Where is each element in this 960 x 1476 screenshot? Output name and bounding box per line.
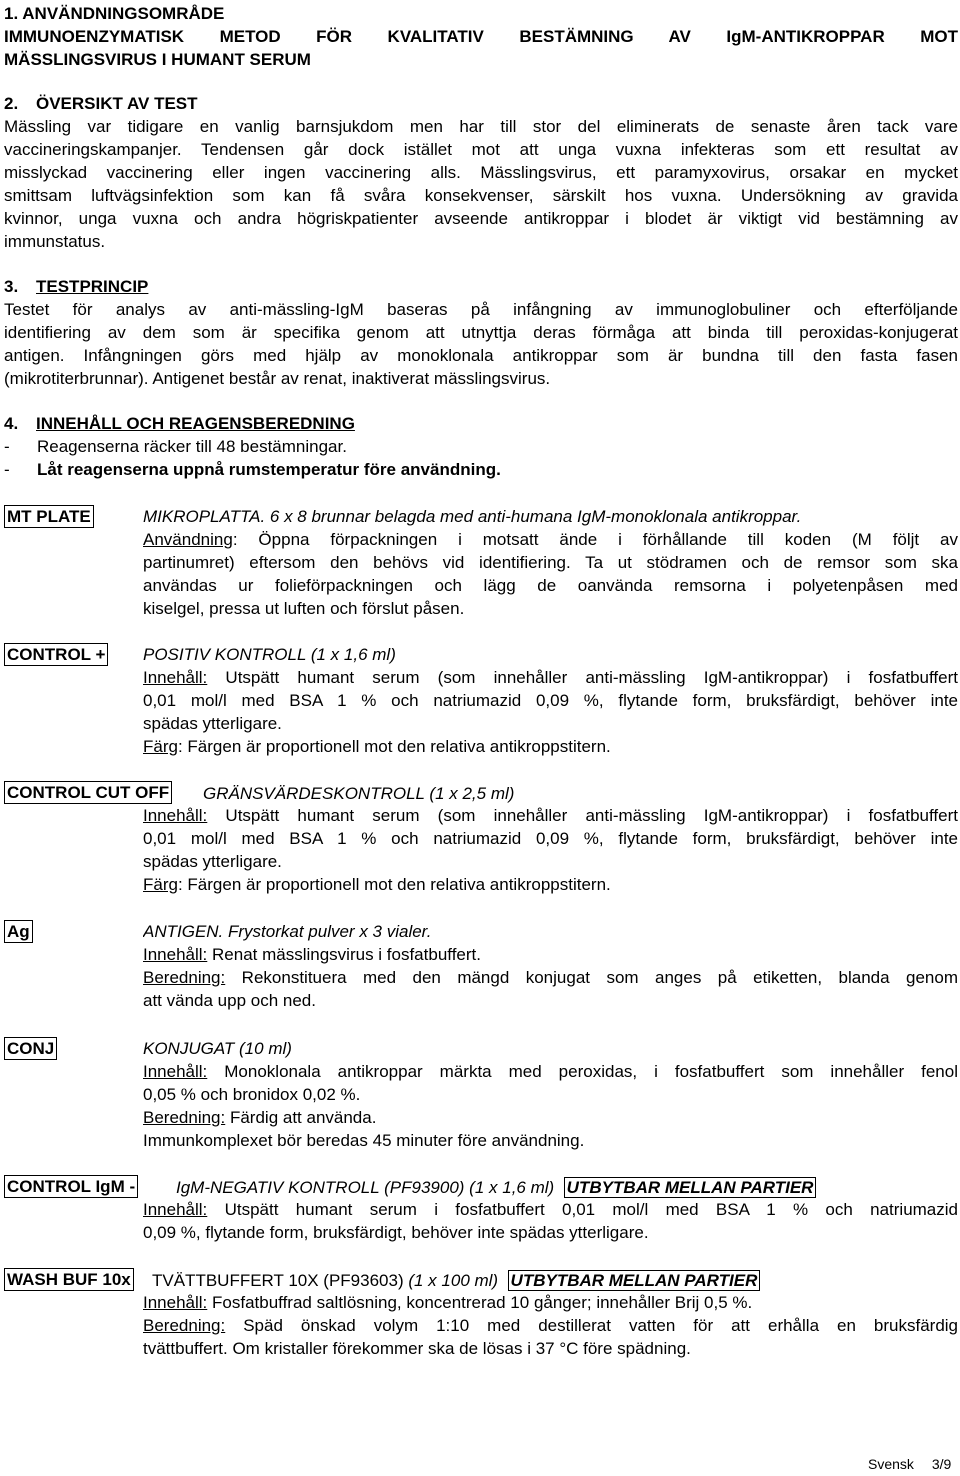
preparation-label: Beredning: xyxy=(143,1316,226,1335)
bullet-dash: - xyxy=(4,460,10,479)
content-text: Utspätt humant serum (som innehåller anti-mässling IgM-antikroppar) i fosfatbuffert xyxy=(207,668,958,687)
content-line xyxy=(143,943,958,966)
section-3 xyxy=(4,275,958,390)
reagent-name: GRÄNSVÄRDESKONTROLL (1 x 2,5 ml) xyxy=(203,784,515,803)
color-label: Färg xyxy=(143,737,178,756)
content-line: 0,05 % och bronidox 0,02 %. xyxy=(143,1085,361,1104)
reagent-label-box: CONTROL IgM - xyxy=(4,1175,138,1198)
reagent-control-positive xyxy=(4,643,958,758)
page-number: 3/9 xyxy=(931,1456,952,1472)
content-line: 0,01 mol/l med BSA 1 % och natriumazid 0,09 %, flytande form, bruksfärdigt, behöver inte xyxy=(143,829,958,848)
section-2-line: kvinnor, unga vuxna och andra högriskpatienter avseende antikroppar i blodet är viktigt vid bestämning av xyxy=(4,209,958,228)
usage-label: Användning xyxy=(143,530,233,549)
reagent-name-line xyxy=(152,1269,760,1292)
reagent-label-box: MT PLATE xyxy=(4,505,94,528)
content-label: Innehåll: xyxy=(143,945,208,964)
reagent-name: TVÄTTBUFFERT 10X (PF93603) xyxy=(152,1271,409,1290)
section-2-heading xyxy=(4,92,958,115)
section-2-title: ÖVERSIKT AV TEST xyxy=(36,94,198,113)
preparation-text: Späd önskad volym 1:10 med destillerat vatten för att erhålla en bruksfärdig xyxy=(225,1316,958,1335)
section-2 xyxy=(4,92,958,253)
content-line xyxy=(143,804,958,827)
content-line xyxy=(143,1291,958,1314)
usage-line: användas ur folieförpackningen och lägg de oanvända remsorna i polyetenpåsen med xyxy=(143,576,958,595)
reagent-name: POSITIV KONTROLL (1 x 1,6 ml) xyxy=(143,645,396,664)
bullet-item xyxy=(4,458,958,481)
section-4-title: INNEHÅLL OCH REAGENSBEREDNING xyxy=(36,414,355,433)
footer-language: Svensk xyxy=(868,1456,914,1472)
section-4 xyxy=(4,412,958,481)
reagent-label-box: CONTROL CUT OFF xyxy=(4,781,172,804)
reagent-label-box: WASH BUF 10x xyxy=(4,1268,134,1291)
preparation-text: Färdig att använda. xyxy=(225,1108,377,1127)
reagent-mt-plate xyxy=(4,505,958,620)
content-line xyxy=(143,1198,958,1221)
content-line: 0,09 %, flytande form, bruksfärdigt, behöver inte spädas ytterligare. xyxy=(143,1223,649,1242)
section-3-line: Testet för analys av anti-mässling-IgM baseras på infångning av immunoglobuliner och efterföljande xyxy=(4,300,958,319)
preparation-text: Rekonstituera med den mängd konjugat som anges på etiketten, blanda genom xyxy=(225,968,958,987)
reagent-label-box: CONTROL + xyxy=(4,643,108,666)
reagent-name: IgM-NEGATIV KONTROLL (PF93900) (1 x 1,6 ml) xyxy=(176,1178,555,1197)
section-3-heading xyxy=(4,275,958,298)
color-text: : Färgen är proportionell mot den relativa antikroppstitern. xyxy=(177,875,611,894)
reagent-conjugate xyxy=(4,1037,958,1152)
section-2-line: misslyckad vaccinering eller ingen vaccinering alls. Mässlingsvirus, ett paramyxovirus, orsakar en mycket xyxy=(4,163,958,182)
page-footer xyxy=(868,1453,951,1476)
reagent-antigen xyxy=(4,920,958,1012)
content-label: Innehåll: xyxy=(143,1293,208,1312)
section-4-heading xyxy=(4,412,958,435)
content-label: Innehåll: xyxy=(143,1062,208,1081)
reagent-name-line xyxy=(143,505,958,528)
content-text: Fosfatbuffrad saltlösning, koncentrerad 10 gånger; innehåller Brij 0,5 %. xyxy=(207,1293,753,1312)
bullet-text: Låt reagenserna uppnå rumstemperatur före användning. xyxy=(37,460,501,479)
bullet-item xyxy=(4,435,958,458)
bullet-dash: - xyxy=(4,437,10,456)
content-line xyxy=(143,666,958,689)
section-3-line: (mikrotiterbrunnar). Antigenet består av renat, inaktiverat mässlingsvirus. xyxy=(4,369,551,388)
preparation-label: Beredning: xyxy=(143,968,226,987)
content-line: spädas ytterligare. xyxy=(143,852,282,871)
section-1-heading: 1. ANVÄNDNINGSOMRÅDE xyxy=(4,4,225,23)
section-2-line: smittsam luftvägsinfektion som kan få svåra konsekvenser, särskilt hos vuxna. Undersökning av gravida xyxy=(4,186,958,205)
section-3-title: TESTPRINCIP xyxy=(36,277,149,296)
preparation-line xyxy=(143,1106,958,1129)
reagent-wash-buffer xyxy=(4,1268,958,1360)
preparation-line: tvättbuffert. Om kristaller förekommer ska de lösas i 37 °C före spädning. xyxy=(143,1339,691,1358)
content-text: Monoklonala antikroppar märkta med peroxidas, i fosfatbuffert som innehåller fenol xyxy=(207,1062,958,1081)
content-text: Utspätt humant serum i fosfatbuffert 0,01 mol/l med BSA 1 % och natriumazid xyxy=(207,1200,958,1219)
color-text: : Färgen är proportionell mot den relativa antikroppstitern. xyxy=(177,737,611,756)
preparation-line xyxy=(143,966,958,989)
color-line xyxy=(143,735,958,758)
section-3-number: 3. xyxy=(4,277,19,296)
preparation-line xyxy=(143,1314,958,1337)
content-text: Utspätt humant serum (som innehåller anti-mässling IgM-antikroppar) i fosfatbuffert xyxy=(207,806,958,825)
bullet-text: Reagenserna räcker till 48 bestämningar. xyxy=(37,437,347,456)
section-3-line: identifiering av dem som är specifika genom att utnyttja deras förmåga att binda till peroxidas-konjugerat xyxy=(4,323,958,342)
interchangeable-badge: UTBYTBAR MELLAN PARTIER xyxy=(508,1270,761,1291)
reagent-name: ANTIGEN. Frystorkat pulver x 3 vialer. xyxy=(143,922,432,941)
reagent-control-cutoff xyxy=(4,781,958,896)
content-line xyxy=(143,1060,958,1083)
usage-line xyxy=(143,528,958,551)
content-label: Innehåll: xyxy=(143,806,208,825)
content-line: spädas ytterligare. xyxy=(143,714,282,733)
section-1-line-1: IMMUNOENZYMATISK METOD FÖR KVALITATIV BESTÄMNING AV IgM-ANTIKROPPAR MOT xyxy=(4,27,958,46)
section-3-line: antigen. Infångningen görs med hjälp av monoklonala antikroppar som är bundna till den fasta fasen xyxy=(4,346,958,365)
note-line: Immunkomplexet bör beredas 45 minuter före användning. xyxy=(143,1131,585,1150)
content-line: 0,01 mol/l med BSA 1 % och natriumazid 0,09 %, flytande form, bruksfärdigt, behöver inte xyxy=(143,691,958,710)
content-label: Innehåll: xyxy=(143,1200,208,1219)
preparation-label: Beredning: xyxy=(143,1108,226,1127)
section-1-line-2: MÄSSLINGSVIRUS I HUMANT SERUM xyxy=(4,50,311,69)
section-2-line: immunstatus. xyxy=(4,232,106,251)
reagent-volume: (1 x 100 ml) xyxy=(408,1271,499,1290)
usage-line: kiselgel, pressa ut luften och förslut påsen. xyxy=(143,599,465,618)
section-4-number: 4. xyxy=(4,414,19,433)
preparation-line: att vända upp och ned. xyxy=(143,991,316,1010)
usage-line: partinumret) eftersom den behövs vid identifiering. Ta ut stödramen och de remsor som ska xyxy=(143,553,958,572)
section-1 xyxy=(4,2,958,71)
reagent-label-box: CONJ xyxy=(4,1037,57,1060)
section-2-number: 2. xyxy=(4,94,19,113)
section-2-line: vaccineringskampanjer. Tendensen går dock istället mot att unga vuxna infekteras som ett resultat av xyxy=(4,140,958,159)
section-2-line: Mässling var tidigare en vanlig barnsjukdom men har till stor del eliminerats de senaste åren tack vare xyxy=(4,117,958,136)
usage-text: : Öppna förpackningen i motsatt ände i förhållande till koden (M följt av xyxy=(232,530,958,549)
color-line xyxy=(143,873,958,896)
reagent-name: KONJUGAT (10 ml) xyxy=(143,1039,292,1058)
reagent-description: 6 x 8 brunnar belagda med anti-humana IgM-monoklonala antikroppar. xyxy=(265,507,802,526)
interchangeable-badge: UTBYTBAR MELLAN PARTIER xyxy=(564,1177,817,1198)
reagent-name: MIKROPLATTA. xyxy=(143,507,266,526)
content-text: Renat mässlingsvirus i fosfatbuffert. xyxy=(207,945,481,964)
color-label: Färg xyxy=(143,875,178,894)
reagent-name-line xyxy=(176,1176,816,1199)
content-label: Innehåll: xyxy=(143,668,208,687)
reagent-control-negative xyxy=(4,1175,958,1245)
reagent-label-box: Ag xyxy=(4,920,33,943)
